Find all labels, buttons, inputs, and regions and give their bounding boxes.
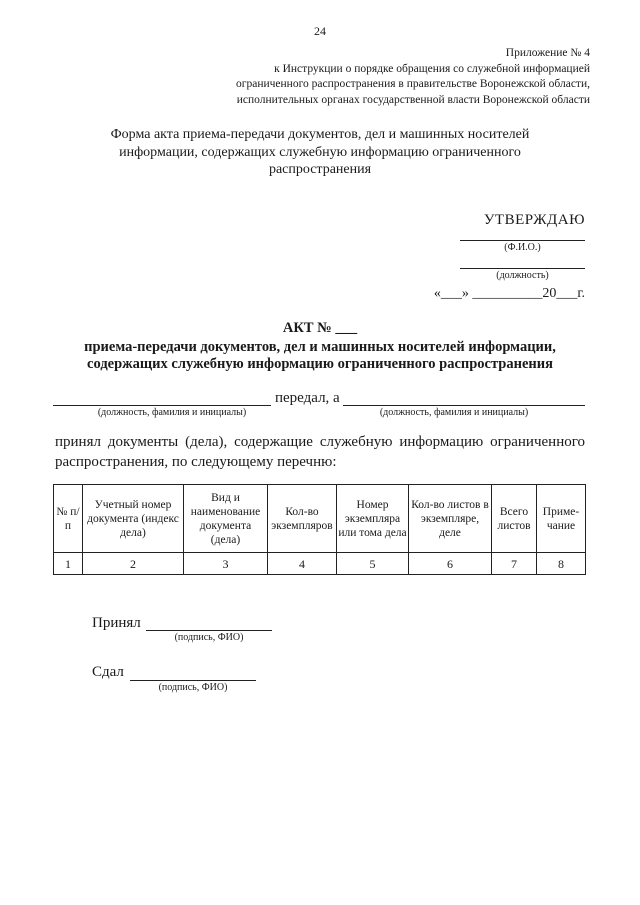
approve-date-line: «___» __________20___г. (433, 286, 585, 301)
fio-caption: (Ф.И.О.) (504, 242, 541, 253)
form-title-line: информации, содержащих служебную информацию ограниченного (119, 144, 521, 160)
header-cell: Всего листов (492, 485, 537, 553)
position-signature-line (460, 268, 585, 269)
column-number: 6 (409, 553, 492, 575)
received-caption: (подпись, ФИО) (174, 632, 244, 643)
column-number: 1 (54, 553, 83, 575)
receiver-caption: (должность, фамилия и инициалы) (379, 407, 529, 418)
header-cell: Приме-чание (537, 485, 586, 553)
page-number: 24 (314, 24, 326, 38)
header-cell: № п/п (54, 485, 83, 553)
approve-heading: УТВЕРЖДАЮ (483, 212, 585, 228)
sender-caption: (должность, фамилия и инициалы) (97, 407, 247, 418)
act-subtitle-line: содержащих служебную информацию ограниченного распространения (87, 356, 553, 372)
received-signature-line (146, 630, 272, 631)
appendix-line: ограниченного распространения в правительстве Воронежской области, (236, 78, 590, 90)
form-title-line: распространения (268, 162, 372, 177)
appendix-line: к Инструкции о порядке обращения со служебной информацией (274, 62, 590, 75)
appendix-block (236, 46, 590, 108)
form-title (70, 126, 570, 179)
handed-signature-line (130, 680, 256, 681)
transfer-text: передал, а (275, 390, 340, 406)
table-number-row (54, 553, 586, 575)
handed-label: Сдал (92, 664, 124, 680)
column-number: 8 (537, 553, 586, 575)
position-caption: (должность) (496, 270, 549, 281)
fio-signature-line (460, 240, 585, 241)
column-number: 5 (337, 553, 409, 575)
table-header-row (54, 485, 586, 553)
body-text-line: распространения, по следующему перечню: (55, 454, 337, 470)
header-cell: Номер экземпляра или тома дела (337, 485, 409, 553)
documents-table (53, 484, 586, 575)
handed-caption: (подпись, ФИО) (158, 682, 228, 693)
act-subtitle-line: приема-передачи документов, дел и машинных носителей информации, (84, 339, 556, 355)
appendix-title: Приложение № 4 (505, 47, 590, 59)
header-cell: Учетный номер документа (индекс дела) (83, 485, 184, 553)
column-number: 4 (268, 553, 337, 575)
column-number: 7 (492, 553, 537, 575)
receiver-signature-line (343, 405, 585, 406)
header-cell: Кол-во листов в экземпляре, деле (409, 485, 492, 553)
column-number: 2 (83, 553, 184, 575)
received-label: Принял (92, 615, 141, 631)
sender-signature-line (53, 405, 271, 406)
act-number: АКТ № ___ (282, 320, 358, 336)
form-title-line: Форма акта приема-передачи документов, дел и машинных носителей (110, 127, 530, 142)
column-number: 3 (184, 553, 268, 575)
appendix-line: исполнительных органах государственной власти Воронежской области (236, 93, 590, 106)
body-text-line: принял документы (дела), содержащие служебную информацию ограниченного (55, 434, 585, 450)
header-cell: Кол-во экземпляров (268, 485, 337, 553)
header-cell: Вид и наименование документа (дела) (184, 485, 268, 553)
